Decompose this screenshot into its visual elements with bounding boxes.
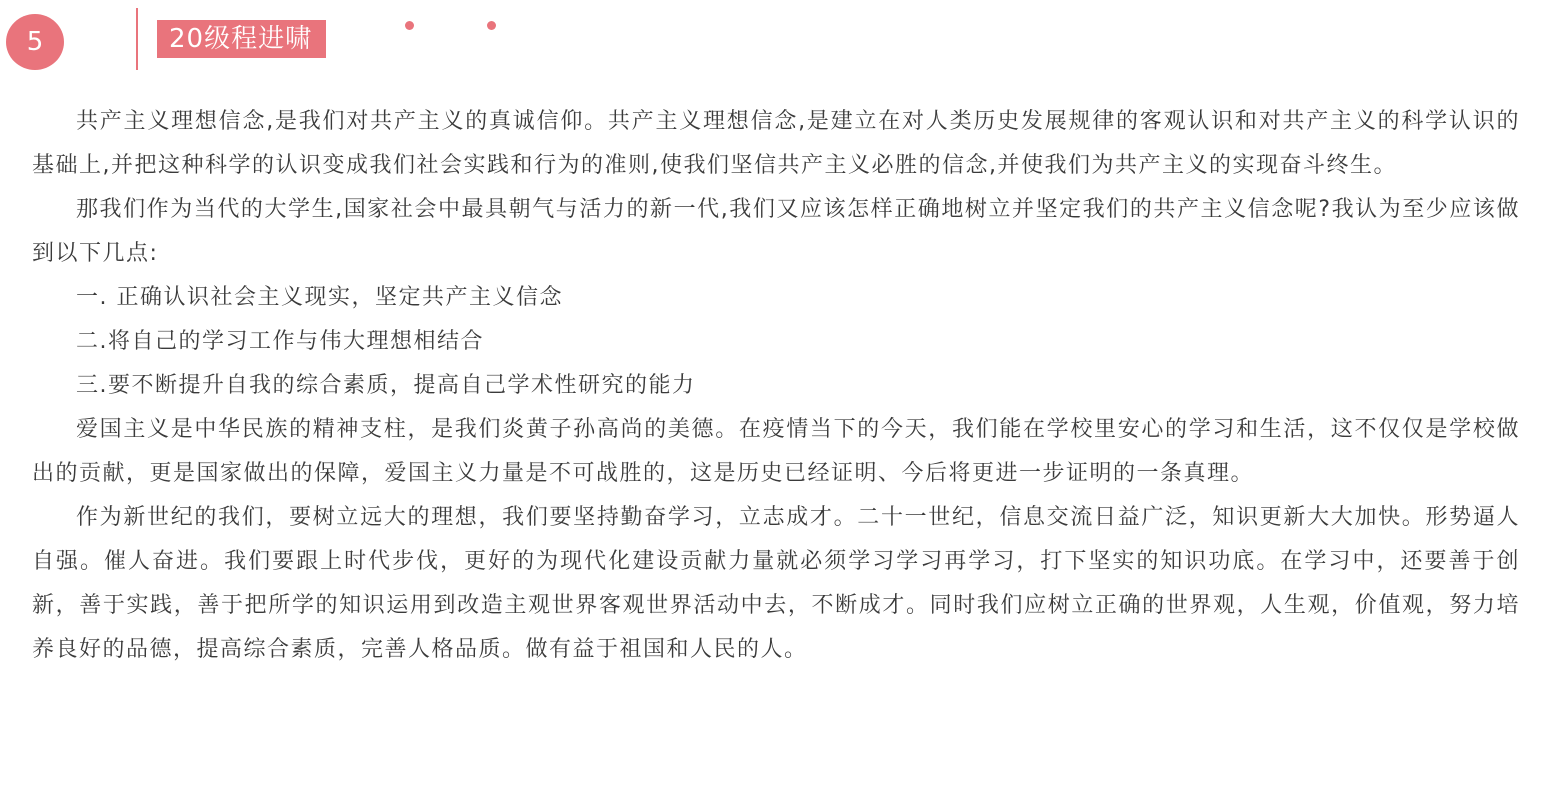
header [0, 0, 1560, 80]
list-item-point-three: 三.要不断提升自我的综合素质，提高自己学术性研究的能力 [76, 373, 696, 398]
number-badge: 5 [6, 14, 64, 70]
paragraph-student-question: 那我们作为当代的大学生,国家社会中最具朝气与活力的新一代,我们又应该怎样正确地树立并坚定我们的共产主义信念呢?我认为至少应该做到以下几点: [32, 197, 1520, 266]
author-tag: 20级程进啸 [157, 20, 326, 58]
list-item-point-one: 一. 正确认识社会主义现实，坚定共产主义信念 [76, 285, 563, 310]
list-item-point-two: 二.将自己的学习工作与伟大理想相结合 [76, 329, 484, 354]
decorative-dot-icon [487, 21, 496, 30]
paragraph-patriotism: 爱国主义是中华民族的精神支柱，是我们炎黄子孙高尚的美德。在疫情当下的今天，我们能在学校里安心的学习和生活，这不仅仅是学校做出的贡献，更是国家做出的保障，爱国主义力量是不可战胜的，这是历史已经证明、今后将更进一步证明的一条真理。 [32, 417, 1520, 486]
decorative-dot-icon [405, 21, 414, 30]
paragraph-new-century: 作为新世纪的我们，要树立远大的理想，我们要坚持勤奋学习，立志成才。二十一世纪，信息交流日益广泛，知识更新大大加快。形势逼人自强。催人奋进。我们要跟上时代步伐，更好的为现代化建设贡献力量就必须学习学习再学习，打下坚实的知识功底。在学习中，还要善于创新，善于实践，善于把所学的知识运用到改造主观世界客观世界活动中去，不断成才。同时我们应树立正确的世界观，人生观，价值观，努力培养良好的品德，提高综合素质，完善人格品质。做有益于祖国和人民的人。 [32, 505, 1520, 662]
vertical-divider [136, 8, 138, 70]
paragraph-belief-definition: 共产主义理想信念,是我们对共产主义的真诚信仰。共产主义理想信念,是建立在对人类历史发展规律的客观认识和对共产主义的科学认识的基础上,并把这种科学的认识变成我们社会实践和行为的准则,使我们坚信共产主义必胜的信念,并使我们为共产主义的实现奋斗终生。 [32, 109, 1520, 178]
article-body [32, 100, 1520, 672]
